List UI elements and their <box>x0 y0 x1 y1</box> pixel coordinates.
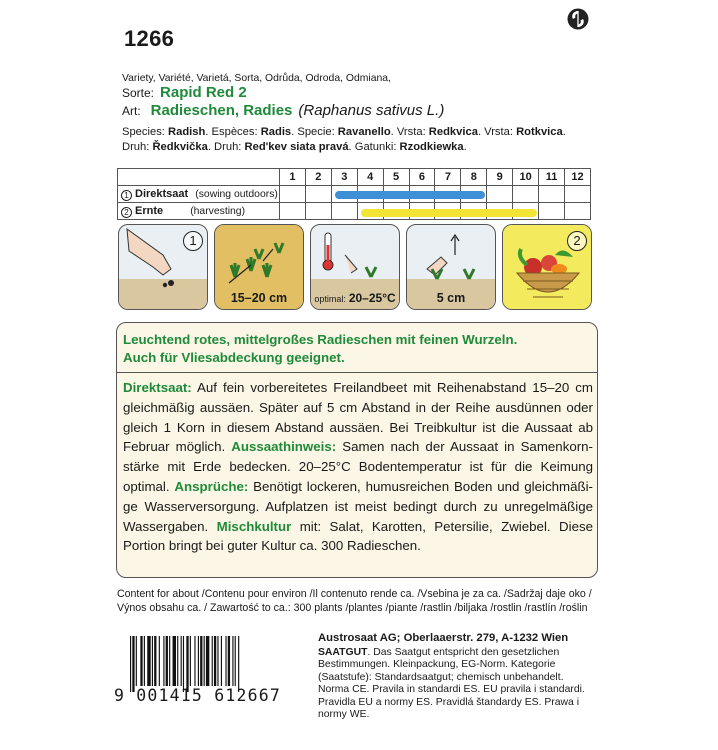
month-header: 12 <box>565 169 591 186</box>
row-label: Ernte <box>135 204 164 217</box>
barcode <box>128 634 298 694</box>
latin-name: (Raphanus sativus L.) <box>298 102 445 119</box>
barcode-bar <box>144 636 145 686</box>
section-key-aussaathinweis: Aussaathinweis: <box>231 439 337 455</box>
art-label: Art: <box>122 104 141 118</box>
green-dot-icon <box>567 8 589 30</box>
pictogram-sowing <box>118 224 208 310</box>
description-headline <box>123 331 517 367</box>
description-divider <box>116 372 598 373</box>
druh_line-segment: Red'kev siata pravá <box>244 141 349 153</box>
sorte-label: Sorte: <box>122 86 155 100</box>
barcode-bar <box>181 636 182 686</box>
row-note: (harvesting) <box>190 205 246 217</box>
species_line-segment: Redkvica <box>428 126 478 138</box>
species_line-segment: . Vrsta: <box>390 126 429 138</box>
step-two-badge: 2 <box>567 231 587 251</box>
section-text-aussaathinweis: Samen nach der Aussaat in Samenkorn-stärke mit Erde bedecken. 20–25°C Bodentemperatur ist für die Keimung optimal. <box>123 439 593 494</box>
species_line-segment: . <box>562 126 566 138</box>
month-cell <box>279 186 305 203</box>
month-header: 5 <box>383 169 409 186</box>
calendar-header-row <box>118 169 591 186</box>
company-address: Austrosaat AG; Oberlaaerstr. 279, A-1232 Wien <box>318 632 569 644</box>
section-text-mischkultur: mit: Salat, Karotten, Petersilie, Zwiebel. Diese Portion bringt bei guter Kultur ca. 300 Radieschen. <box>123 518 594 554</box>
variety-name: Rapid Red 2 <box>160 84 247 101</box>
barcode-bar <box>147 636 150 686</box>
barcode-bar <box>186 636 188 692</box>
art-line <box>122 104 444 118</box>
calendar-label-harvest <box>118 203 280 220</box>
step-number-badge: 1 <box>121 190 132 201</box>
month-cell <box>279 203 305 220</box>
barcode-bar <box>154 636 156 686</box>
calendar-corner <box>118 169 280 186</box>
species-name: Radieschen, Radies <box>150 102 293 119</box>
temperature-label <box>311 291 399 305</box>
pictogram-row-spacing <box>214 224 304 310</box>
barcode-bar <box>140 636 142 686</box>
month-cell <box>539 186 565 203</box>
druh_line-segment: . Druh: <box>207 141 245 153</box>
barcode-bar <box>228 636 230 686</box>
section-text-ansprueche: Benötigt lockeren, humusreichen Boden und gleichmäßi-ge Wasserversorgung. Aufplatzen ist meist bedingt durch zu unregelmäßige Wassergaben. <box>123 478 593 534</box>
barcode-bar <box>130 636 131 692</box>
barcode-bar <box>183 636 184 692</box>
month-header: 7 <box>435 169 461 186</box>
species_line-segment: . Vrsta: <box>477 126 517 138</box>
pictogram-harvest <box>502 224 592 310</box>
barcode-bar <box>212 636 213 686</box>
species_line-segment: Ravanello <box>337 126 391 138</box>
legal-text <box>318 647 588 721</box>
barcode-bar <box>198 636 199 686</box>
barcode-bar <box>166 636 168 686</box>
month-cell <box>539 203 565 220</box>
month-header: 2 <box>305 169 331 186</box>
druh_line-segment: Druh: <box>122 141 153 153</box>
headline-line-1: Leuchtend rotes, mittelgroßes Radieschen mit feinen Wurzeln. <box>123 332 518 347</box>
month-cell <box>487 186 513 203</box>
month-cell <box>331 203 357 220</box>
druh-translations-line <box>122 140 467 154</box>
row-label: Direktsaat <box>135 187 189 200</box>
sowing-period-bar <box>335 191 485 199</box>
species_line-segment: Radis <box>260 126 292 138</box>
month-cell <box>565 186 591 203</box>
month-cell <box>305 186 331 203</box>
month-header: 1 <box>279 169 305 186</box>
barcode-bar <box>152 636 153 686</box>
month-header: 10 <box>513 169 539 186</box>
pictogram-temperature <box>310 224 400 310</box>
month-header: 6 <box>409 169 435 186</box>
legal-saatgut: SAATGUT <box>318 647 368 658</box>
species_line-segment: Radish <box>168 126 206 138</box>
barcode-bar <box>221 636 222 686</box>
barcode-bar <box>163 636 164 686</box>
barcode-bar <box>132 636 134 692</box>
headline-line-2: Auch für Vliesabdeckung geeignet. <box>123 350 345 365</box>
step-one-badge: 1 <box>183 231 203 251</box>
species_line-segment: Species: <box>122 126 169 138</box>
barcode-bar <box>214 636 216 686</box>
thinning-spacing-label: 5 cm <box>436 291 466 305</box>
druh_line-segment: Rzodkiewka <box>399 141 464 153</box>
barcode-bar <box>232 636 233 686</box>
month-header: 4 <box>357 169 383 186</box>
month-header: 11 <box>539 169 565 186</box>
step-number-badge: 2 <box>121 207 132 218</box>
section-text-direktsaat: Auf fein vorbereitetes Freilandbeet mit Reihenabstand 15–20 cm gleichmäßig aussäen. Später auf 5 cm Abstand in der Reihe ausdünnen oder gleich 1 Korn in diesem Abstand aussäen. Bei Treibkultur ist die Aussaat ab Februar möglich. <box>123 380 593 455</box>
section-key-direktsaat: Direktsaat: <box>123 380 192 395</box>
barcode-bar <box>206 636 209 686</box>
variety-prefix-line: Variety, Variété, Varietá, Sorta, Odrůda, Odroda, Odmiana, <box>122 73 391 84</box>
barcode-bar <box>136 636 137 686</box>
temperature-value: 20–25°C <box>348 291 396 305</box>
sorte-line <box>122 86 247 100</box>
row-note: (sowing outdoors) <box>195 188 278 200</box>
content-info <box>117 588 592 615</box>
species_line-segment: . Espèces: <box>205 126 261 138</box>
section-key-ansprueche: Ansprüche: <box>174 478 249 494</box>
barcode-bar <box>204 636 205 686</box>
barcode-bar <box>194 636 195 686</box>
barcode-digits: 9 001415 612667 <box>114 686 282 705</box>
row-spacing-label: 15–20 cm <box>230 291 288 305</box>
species-translations-line <box>122 125 566 139</box>
druh_line-segment: Ředkvička <box>152 141 208 153</box>
month-header: 3 <box>331 169 357 186</box>
month-header: 8 <box>461 169 487 186</box>
legal-body: . Das Saatgut entspricht den gesetzlichen Bestimmungen. Kleinpackung, EG-Norm. Kategorie (Saatstufe): Standardsaatgut; chemisch unbehandelt. Norma CE. Pravila in standardi ES. EU pravila i standardi. Pravidla EU a normy ES. Pravidlá štandardy ES. Prawa i normy WE. <box>318 647 585 721</box>
description-body <box>123 378 593 556</box>
barcode-bar <box>200 636 202 686</box>
species_line-segment: . Specie: <box>291 126 338 138</box>
barcode-bar <box>159 636 160 686</box>
temperature-prefix: optimal: <box>314 294 346 304</box>
month-header: 9 <box>487 169 513 186</box>
barcode-bar <box>225 636 226 686</box>
harvest-period-bar <box>361 209 537 217</box>
article-number: 1266 <box>124 26 175 51</box>
content-line-2: Výnos obsahu ca. / Zawartość to ca.: 300 plants /plantes /piante /rastlin /biljaka /rostlin /rastlín /roślin <box>117 601 588 614</box>
content-line-1: Content for about /Contenu pour environ /Il contenuto rende ca. /Vsebina je za ca. /Sadržaj daje oko / <box>117 588 592 600</box>
month-cell <box>305 203 331 220</box>
month-cell <box>513 186 539 203</box>
calendar-label-sowing <box>118 186 280 203</box>
barcode-bar <box>177 636 178 686</box>
species_line-segment: Rotkvica <box>516 126 563 138</box>
barcode-bar <box>217 636 218 686</box>
barcode-bar <box>238 636 239 692</box>
pictogram-thinning <box>406 224 496 310</box>
barcode-bar <box>235 636 236 686</box>
barcode-bar <box>190 636 191 686</box>
druh_line-segment: . Gatunki: <box>348 141 400 153</box>
druh_line-segment: . <box>463 141 467 153</box>
barcode-bar <box>173 636 176 686</box>
section-key-mischkultur: Mischkultur <box>216 518 292 534</box>
barcode-bar <box>169 636 170 686</box>
month-cell <box>565 203 591 220</box>
